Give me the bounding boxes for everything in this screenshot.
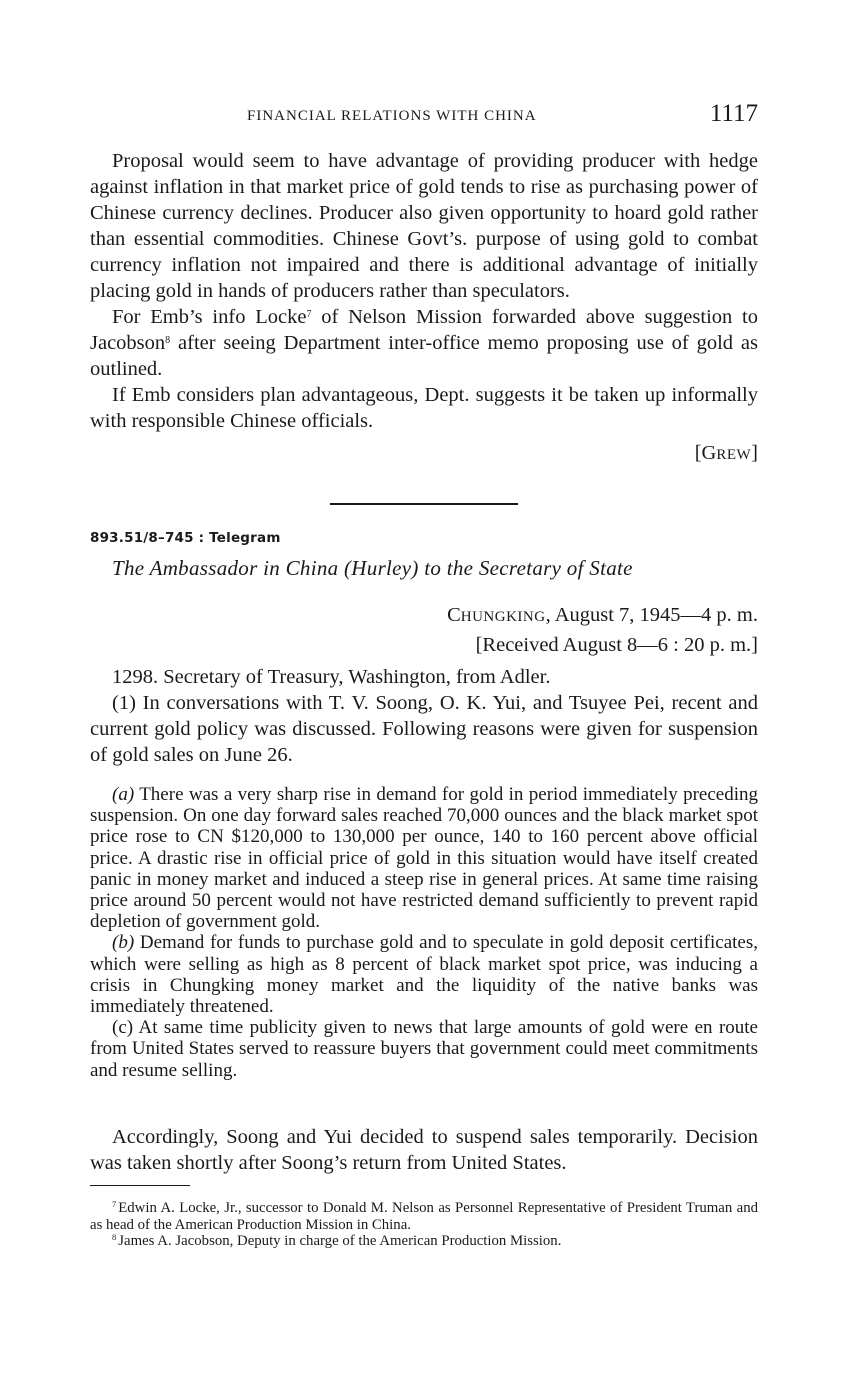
reason-b-text: Demand for funds to purchase gold and to speculate in gold deposit certificates, which were selling as high as 8 percent of black market spot price, was inducing a crisis in Chungking money market and the liquidity of the native banks was immediately threatened. bbox=[90, 932, 758, 1018]
preceding-telegram-body bbox=[90, 148, 758, 468]
reason-a-label: (a) bbox=[112, 784, 135, 805]
received-line: [Received August 8—6 : 20 p. m.] bbox=[475, 634, 758, 656]
signature-open: [G bbox=[694, 442, 717, 464]
file-reference: 893.51/8–745 : Telegram bbox=[90, 530, 281, 546]
footnote-7 bbox=[90, 1200, 758, 1233]
reason-a bbox=[90, 784, 758, 932]
place-small-caps: HUNGKING bbox=[460, 609, 546, 625]
reason-b-label: (b) bbox=[112, 932, 135, 954]
reason-b bbox=[90, 932, 758, 1017]
dateline bbox=[447, 601, 758, 659]
date-text: , August 7, 1945—4 p. m. bbox=[545, 604, 758, 626]
section-divider bbox=[330, 503, 518, 505]
paragraph-locke bbox=[90, 304, 758, 382]
reason-a-text: There was a very sharp rise in demand for gold in period immediately preceding suspension. On one day forward sales reached 70,000 ounces and the black market spot price rose to CN $120,000 to 130,000 per ounce, 140 to 160 percent above official price. A drastic rise in official price of gold in this situation would have itself created panic in money market and induced a steep rise in general prices. At same time raising price around 50 percent would not have restricted demand sufficiently to prevent rapid depletion of government gold. bbox=[90, 784, 758, 933]
paragraph-closing: If Emb considers plan advantageous, Dept. suggests it be taken up informally with responsible Chinese officials. bbox=[90, 384, 758, 432]
paragraph-one: (1) In conversations with T. V. Soong, O. K. Yui, and Tsuyee Pei, recent and current gold policy was discussed. Following reasons were given for suspension of gold sales on June 26. bbox=[90, 692, 758, 766]
signature bbox=[90, 440, 758, 468]
page-number: 1117 bbox=[709, 100, 758, 127]
footnote-text: Edwin A. Locke, Jr., successor to Donald M. Nelson as Personnel Representative of President Truman and as head of the American Production Mission in China. bbox=[90, 1200, 758, 1233]
text-run: after seeing Department inter-office memo proposing use of gold as outlined. bbox=[90, 332, 758, 380]
place-initial: C bbox=[447, 604, 461, 626]
running-header bbox=[90, 100, 758, 134]
reason-c: (c) At same time publicity given to news that large amounts of gold were en route from United States served to reassure buyers that government could meet commitments and resume selling. bbox=[90, 1017, 758, 1081]
paragraph-proposal: Proposal would seem to have advantage of providing producer with hedge against inflation in that market price of gold tends to rise as purchasing power of Chinese currency declines. Producer also given opportunity to hoard gold rather than essential commodities. Chinese Govt’s. purpose of using gold to combat currency inflation not impaired and there is additional advantage of initially placing gold in hands of producers rather than speculators. bbox=[90, 150, 758, 302]
text-run: For Emb’s info Locke bbox=[112, 306, 307, 328]
running-title: FINANCIAL RELATIONS WITH CHINA bbox=[247, 108, 537, 124]
footnote-marker: 8 bbox=[112, 1232, 117, 1242]
footnote-8 bbox=[90, 1233, 758, 1250]
paragraph-accordingly: Accordingly, Soong and Yui decided to suspend sales temporarily. Decision was taken shortly after Soong’s return from United States. bbox=[90, 1126, 758, 1174]
text-run: of Nelson Mission forwarded above suggestion to Jacobson bbox=[90, 306, 758, 354]
footnote-ref-7: 7 bbox=[306, 309, 312, 320]
footnote-text: James A. Jacobson, Deputy in charge of the American Production Mission. bbox=[118, 1233, 562, 1249]
signature-close: ] bbox=[751, 442, 758, 464]
footnotes bbox=[90, 1200, 758, 1250]
telegram-conclusion bbox=[90, 1124, 758, 1176]
place-date bbox=[447, 601, 758, 631]
footnote-divider bbox=[90, 1185, 190, 1186]
footnote-marker: 7 bbox=[112, 1199, 117, 1209]
reasons-list bbox=[90, 784, 758, 1081]
footnote-ref-8: 8 bbox=[165, 335, 171, 346]
signature-small-caps: REW bbox=[716, 447, 752, 463]
paragraph-intro: 1298. Secretary of Treasury, Washington, from Adler. bbox=[112, 666, 551, 688]
document-title: The Ambassador in China (Hurley) to the Secretary of State bbox=[112, 556, 633, 580]
telegram-intro bbox=[90, 664, 758, 768]
